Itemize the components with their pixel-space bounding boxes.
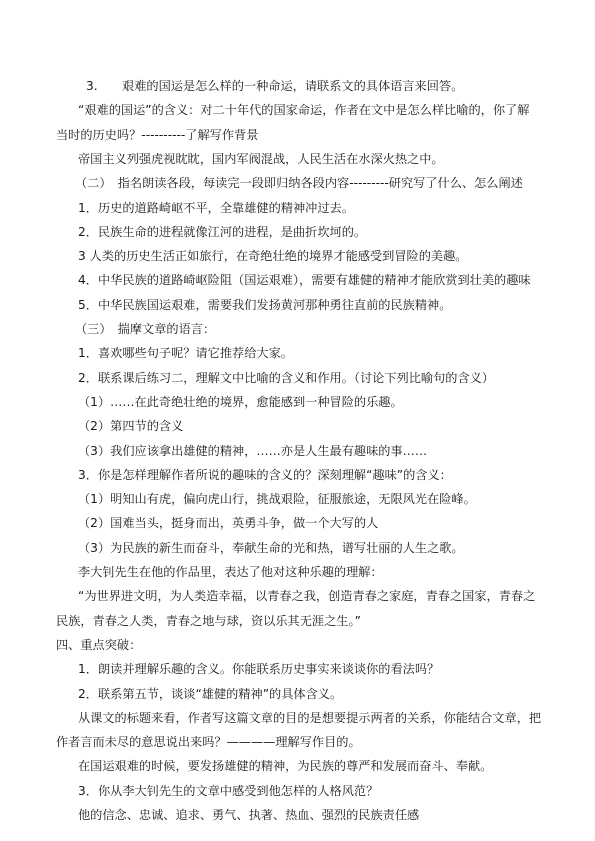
list-item: 1．历史的道路崎岖不平，全靠雄健的精神冲过去。 [78, 200, 354, 215]
sub-item: （3）为民族的新生而奋斗，奉献生命的光和热，谱写壮丽的人生之歌。 [78, 540, 464, 555]
list-item: 1．朗读并理解乐趣的含义。你能联系历史事实来谈谈你的看法吗？ [78, 662, 440, 677]
quote-line: “为世界进文明，为人类造幸福，以青春之我，创造青春之家庭，青春之国家，青春之 [78, 589, 536, 604]
paragraph-line: 李大钊先生在他的作品里，表达了他对这种乐趣的理解： [78, 565, 383, 579]
question-3-heading: 3. 艰难的国运是怎么样的一种命运，请联系文的具体语言来回答。 [86, 79, 464, 93]
paragraph-line: 帝国主义列强虎视眈眈，国内军阀混战，人民生活在水深火热之中。 [78, 151, 444, 166]
sub-item: （3）我们应该拿出雄健的精神，……亦是人生最有趣味的事…… [78, 443, 428, 458]
list-item: 2．民族生命的进程就像江河的进程，是曲折坎坷的。 [78, 224, 367, 239]
list-item: 1．喜欢哪些句子呢？请它推荐给大家。 [78, 346, 293, 361]
list-item: 5．中华民族国运艰难，需要我们发扬黄河那种勇往直前的民族精神。 [78, 297, 452, 312]
paragraph-line: 在国运艰难的时候，要发扬雄健的精神，为民族的尊严和发展而奋斗、奉献。 [78, 759, 493, 774]
paragraph-line: 他的信念、忠诚、追求、勇气、执著、热血、强烈的民族责任感 [78, 808, 420, 822]
section-3-heading: （三） 揣摩文章的语言： [75, 322, 216, 336]
list-item: 2．联系课后练习二，理解文中比喻的含义和作用。（讨论下列比喻句的含义） [78, 370, 495, 385]
section-4-heading: 四、重点突破： [56, 637, 142, 652]
paragraph-line: 从课文的标题来看，作者写这篇文章的目的是想要提示两者的关系，你能结合文章，把 [78, 710, 542, 725]
list-item: 3 人类的历史生活正如旅行，在奇绝壮绝的境界才能感受到冒险的美趣。 [78, 249, 468, 264]
list-item: 2．联系第五节，谈谈“雄健的精神”的具体含义。 [78, 686, 343, 701]
list-item: 3．你从李大钊先生的文章中感受到他怎样的人格风范？ [78, 783, 379, 798]
sub-item: （2）国难当头，挺身而出，英勇斗争，做一个大写的人 [78, 516, 379, 531]
list-item: 4．中华民族的道路崎岖险阻（国运艰难），需要有雄健的精神才能欣赏到壮美的趣味 [78, 273, 531, 288]
sub-item: （1）明知山有虎，偏向虎山行，挑战艰险，征服旅途，无限风光在险峰。 [78, 492, 476, 507]
sub-item: （1）……在此奇绝壮绝的境界，愈能感到一种冒险的乐趣。 [78, 394, 403, 409]
paragraph-line: 作者言而未尽的意思说出来吗？————理解写作目的。 [56, 735, 361, 750]
list-item: 3．你是怎样理解作者所说的趣味的含义的？深刻理解“趣味”的含义： [78, 467, 452, 482]
paragraph-line: 当时的历史吗？----------了解写作背景 [56, 127, 259, 142]
sub-item: （2）第四节的含义 [78, 419, 184, 434]
section-2-heading: （二） 指名朗读各段，每读完一段即归纳各段内容---------研究写了什么、怎么阐述 [75, 176, 523, 191]
paragraph-line: “艰难的国运”的含义：对二十年代的国家命运，作者在文中是怎么样比喻的，你了解 [78, 103, 530, 118]
quote-line: 民族，青春之人类，青春之地与球，资以乐其无涯之生。” [56, 613, 361, 628]
